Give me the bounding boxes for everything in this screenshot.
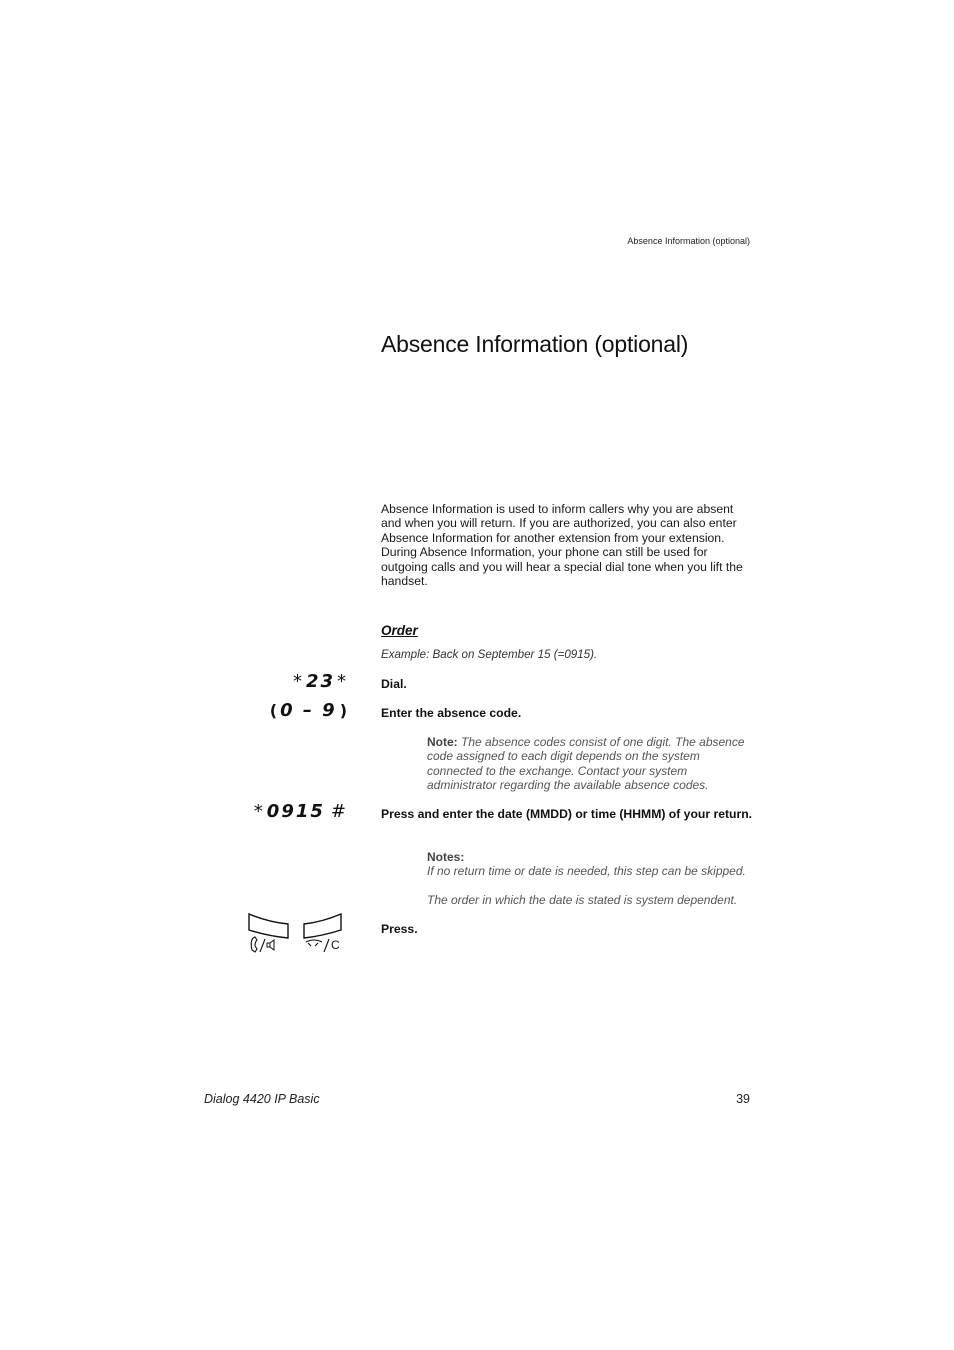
- step-press-text: Press.: [381, 922, 418, 936]
- star-key-icon: *: [337, 671, 348, 692]
- absence-code-note: [427, 735, 757, 793]
- order-example: Example: Back on September 15 (=0915).: [381, 648, 598, 661]
- step-date-text: Press and enter the date (MMDD) or time (HHMM) of your return.: [381, 807, 753, 821]
- star-key-icon: *: [292, 671, 304, 692]
- star-key-icon: *: [253, 801, 265, 822]
- paren-open: (: [269, 701, 278, 720]
- step-absence-code-text: Enter the absence code.: [381, 706, 522, 720]
- clear-key-icon: [300, 912, 346, 956]
- notes-item: If no return time or date is needed, this step can be skipped.: [427, 864, 746, 878]
- page-title: Absence Information (optional): [381, 331, 689, 357]
- footer-product: Dialog 4420 IP Basic: [204, 1092, 320, 1106]
- code-digits: 0 – 9: [280, 700, 337, 721]
- clear-key-letter: C: [331, 938, 340, 952]
- step-dial-text: Dial.: [381, 677, 407, 691]
- code-digits: 0915: [266, 801, 325, 822]
- order-heading: Order: [381, 623, 418, 638]
- notes-label: Notes:: [427, 850, 465, 864]
- dial-code-23: [291, 671, 350, 692]
- absence-code-range: [267, 700, 350, 721]
- speaker-handsfree-key-icon: [246, 912, 292, 956]
- intro-paragraph: Absence Information is used to inform callers why you are absent and when you will return. If you are authorized, you can also enter Absence Information for another extension from your extension. During Absence Information, your phone can still be used for outgoing calls and you will hear a special dial tone when you lift the handset.: [381, 502, 743, 589]
- note-text: The absence codes consist of one digit. The absence code assigned to each digit depends on the system connected to the exchange. Contact your system administrator regarding the available absence codes.: [427, 735, 745, 793]
- code-digits: 23: [305, 671, 335, 692]
- notes-item: The order in which the date is stated is system dependent.: [427, 893, 738, 907]
- date-code-0915: [252, 801, 350, 822]
- running-header: Absence Information (optional): [627, 236, 750, 246]
- note-label: Note:: [427, 735, 458, 749]
- footer-page-number: 39: [736, 1092, 750, 1106]
- paren-close: ): [339, 701, 347, 720]
- hash-key-icon: #: [330, 801, 348, 822]
